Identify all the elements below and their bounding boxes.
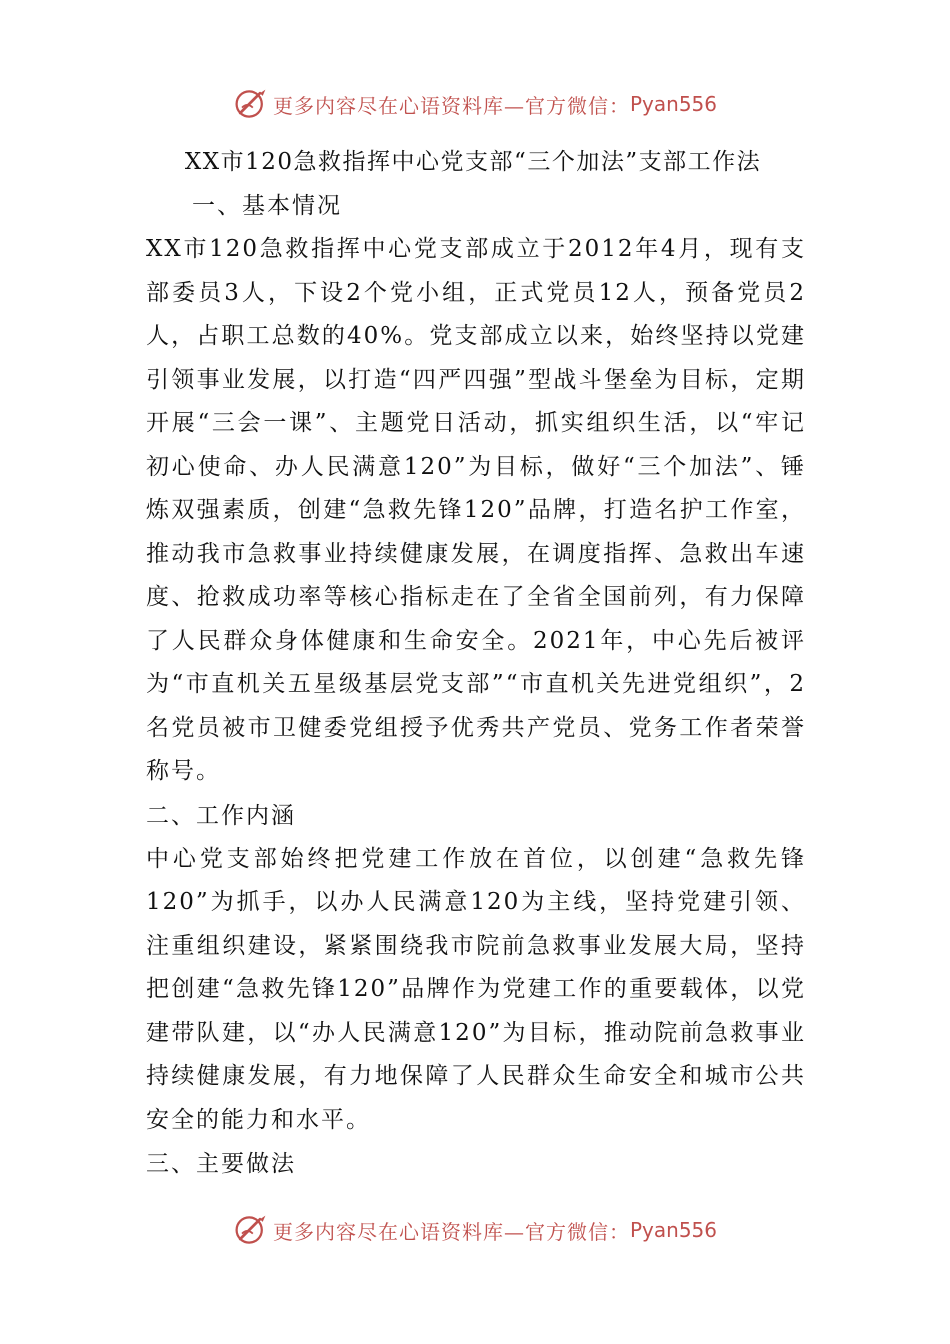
section-paragraph-1: XX市120急救指挥中心党支部成立于2012年4月，现有支部委员3人，下设2个党小组，正式党员12人，预备党员2人，占职工总数的40%。党支部成立以来，始终坚持以党建引领事业发展，以打造“四严四强”型战斗堡垒为目标，定期开展“三会一课”、主题党日活动，抓实组织生活，以“牢记初心使命、办人民满意120”为目标，做好“三个加法”、锤炼双强素质，创建“急救先锋120”品牌，打造名护工作室，推动我市急救事业持续健康发展，在调度指挥、急救出车速度、抢救成功率等核心指标走在了全省全国前列，有力保障了人民群众身体健康和生命安全。2021年，中心先后被评为“市直机关五星级基层党支部”“市直机关先进党组织”，2名党员被市卫健委党组授予优秀共产党员、党务工作者荣誉称号。: [146, 236, 806, 784]
banner-text: 更多内容尽在心语资料库—官方微信：: [272, 1219, 630, 1244]
pen-circle-logo-icon: [233, 86, 269, 122]
section-heading-3: 三、主要做法: [146, 1151, 296, 1177]
banner-text: 更多内容尽在心语资料库—官方微信：: [272, 93, 630, 118]
document-body: [146, 140, 806, 1186]
section-paragraph-2: 中心党支部始终把党建工作放在首位，以创建“急救先锋120”为抓手，以办人民满意120为主线，坚持党建引领、注重组织建设，紧紧围绕我市院前急救事业发展大局，坚持把创建“急救先锋120”品牌作为党建工作的重要载体，以党建带队建，以“办人民满意120”为目标，推动院前急救事业持续健康发展，有力地保障了人民群众生命安全和城市公共安全的能力和水平。: [146, 845, 806, 1133]
section-heading-2: 二、工作内涵: [146, 802, 296, 829]
banner-wechat-id: Pyan556: [629, 92, 717, 116]
section-heading-1: 一、基本情况: [192, 193, 342, 219]
footer-banner: [0, 1208, 950, 1252]
header-banner: [0, 82, 950, 126]
pen-circle-logo-icon: [233, 1212, 269, 1248]
banner-wechat-id: Pyan556: [629, 1218, 717, 1242]
document-title: XX市120急救指挥中心党支部“三个加法”支部工作法: [184, 149, 762, 175]
